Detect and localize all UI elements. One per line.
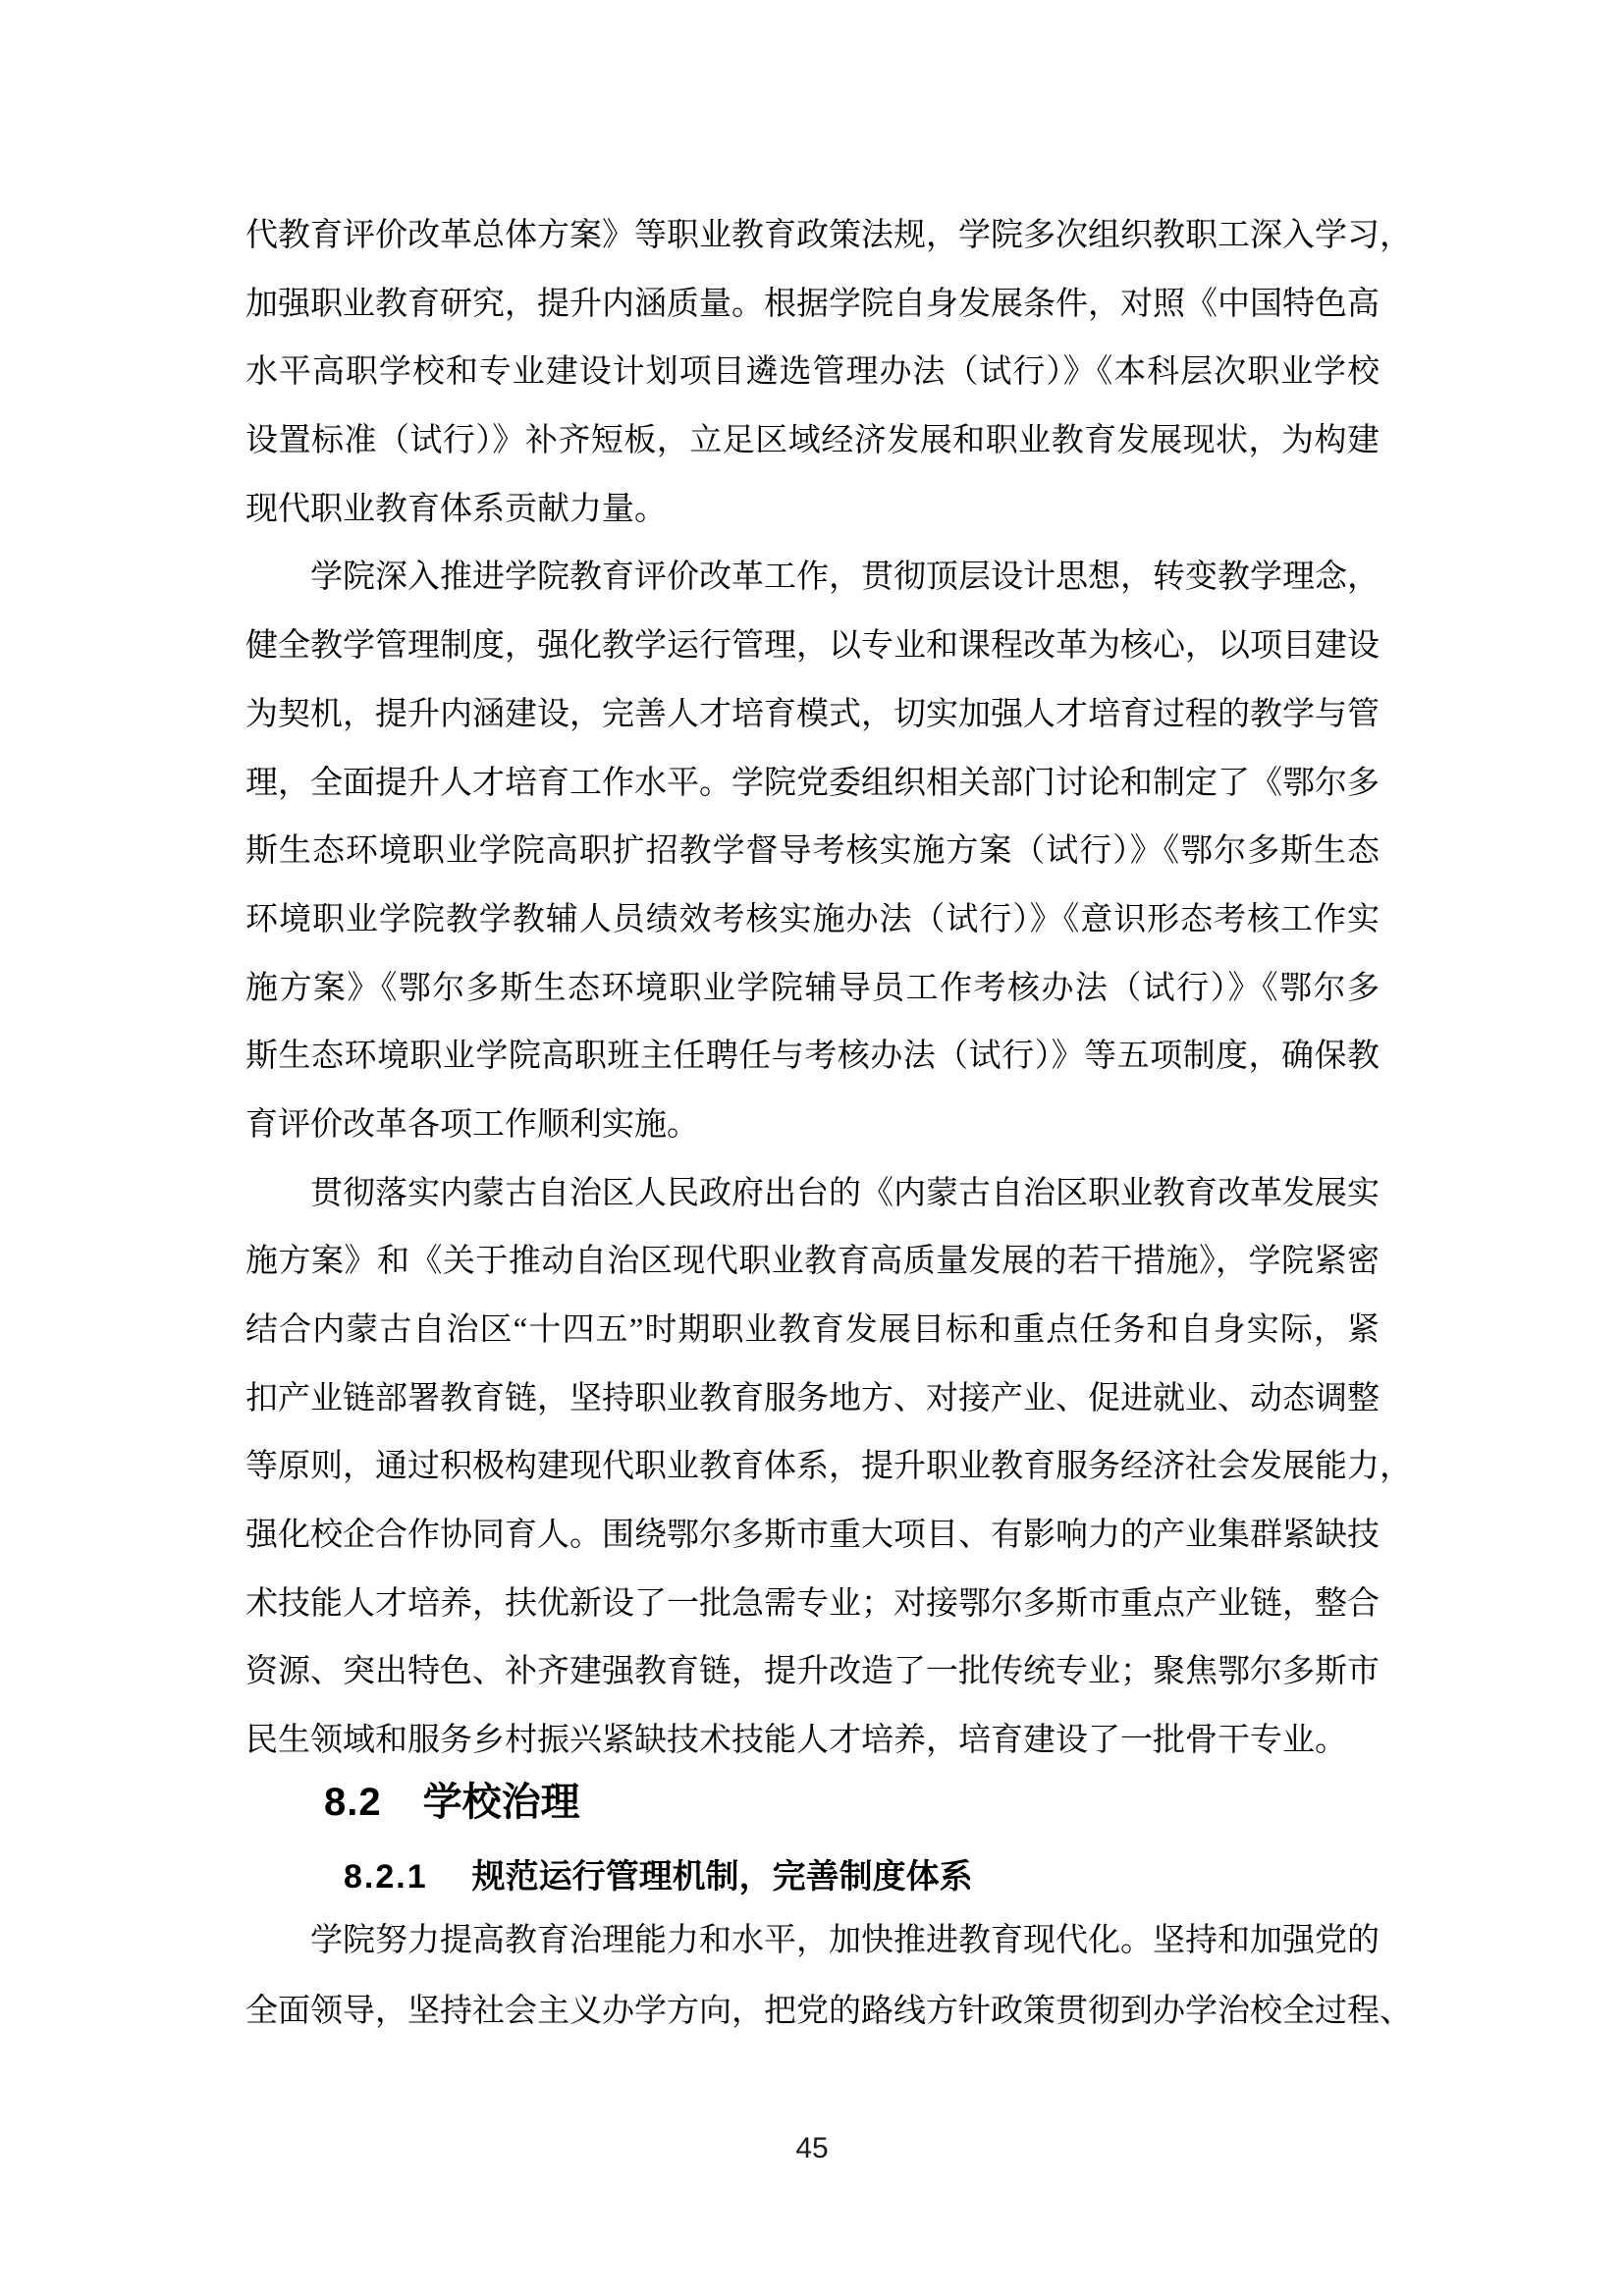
text-line: 结合内蒙古自治区“十四五”时期职业教育发展目标和重点任务和自身实际，紧 <box>245 1312 1380 1348</box>
text-line: 代教育评价改革总体方案》等职业教育政策法规，学院多次组织教职工深入学习， <box>245 218 1412 253</box>
text-line: 贯彻落实内蒙古自治区人民政府出台的《内蒙古自治区职业教育改革发展实 <box>310 1175 1380 1211</box>
text-line: 斯生态环境职业学院高职班主任聘任与考核办法（试行）》等五项制度，确保教 <box>245 1039 1380 1075</box>
text-line: 等原则，通过积极构建现代职业教育体系，提升职业教育服务经济社会发展能力， <box>245 1449 1412 1485</box>
text-line: 施方案》《鄂尔多斯生态环境职业学院辅导员工作考核办法（试行）》《鄂尔多 <box>245 970 1380 1006</box>
text-line: 全面领导，坚持社会主义办学方向，把党的路线方针政策贯彻到办学治校全过程、 <box>245 1994 1412 2029</box>
body-text-top <box>245 202 1412 1776</box>
text-line: 设置标准（试行）》补齐短板，立足区域经济发展和职业教育发展现状，为构建 <box>245 423 1380 459</box>
page-number: 45 <box>795 2132 829 2164</box>
text-line: 健全教学管理制度，强化教学运行管理，以专业和课程改革为核心，以项目建设 <box>245 628 1380 665</box>
section-number: 8.2 <box>324 1781 382 1824</box>
text-line: 环境职业学院教学教辅人员绩效考核实施办法（试行）》《意识形态考核工作实 <box>245 901 1380 937</box>
paragraph <box>245 1160 1412 1776</box>
body-text-after-heading <box>245 1905 1412 2047</box>
paragraph <box>245 1905 1412 2047</box>
text-line: 资源、突出特色、补齐建强教育链，提升改造了一批传统专业；聚焦鄂尔多斯市 <box>245 1654 1380 1690</box>
text-line: 学院深入推进学院教育评价改革工作，贯彻顶层设计思想，转变教学理念， <box>310 560 1380 596</box>
text-line: 学院努力提高教育治理能力和水平，加快推进教育现代化。坚持和加强党的 <box>310 1923 1380 1958</box>
text-line: 扣产业链部署教育链，坚持职业教育服务地方、对接产业、促进就业、动态调整 <box>245 1380 1380 1416</box>
subsection-heading-8-2-1 <box>344 1855 973 1898</box>
text-line: 理，全面提升人才培育工作水平。学院党委组织相关部门讨论和制定了《鄂尔多 <box>245 765 1380 801</box>
text-line: 育评价改革各项工作顺利实施。 <box>245 1106 699 1143</box>
text-line: 加强职业教育研究，提升内涵质量。根据学院自身发展条件，对照《中国特色高 <box>245 286 1380 322</box>
text-line: 斯生态环境职业学院高职扩招教学督导考核实施方案（试行）》《鄂尔多斯生态 <box>245 833 1380 870</box>
text-line: 民生领域和服务乡村振兴紧缺技术技能人才培养，培育建设了一批骨干专业。 <box>245 1723 1347 1759</box>
text-line: 为契机，提升内涵建设，完善人才培育模式，切实加强人才培育过程的教学与管 <box>245 696 1380 732</box>
subsection-title: 规范运行管理机制，完善制度体系 <box>471 1858 973 1896</box>
section-heading-8-2 <box>324 1780 580 1825</box>
subsection-number: 8.2.1 <box>344 1858 428 1896</box>
text-line: 强化校企合作协同育人。围绕鄂尔多斯市重大项目、有影响力的产业集群紧缺技 <box>245 1518 1380 1554</box>
paragraph <box>245 202 1412 544</box>
text-line: 施方案》和《关于推动自治区现代职业教育高质量发展的若干措施》，学院紧密 <box>245 1244 1380 1280</box>
text-line: 水平高职学校和专业建设计划项目遴选管理办法（试行）》《本科层次职业学校 <box>245 354 1380 391</box>
section-title: 学校治理 <box>422 1781 580 1824</box>
text-line: 术技能人才培养，扶优新设了一批急需专业；对接鄂尔多斯市重点产业链，整合 <box>245 1585 1380 1622</box>
paragraph <box>245 544 1380 1159</box>
text-line: 现代职业教育体系贡献力量。 <box>245 491 667 527</box>
